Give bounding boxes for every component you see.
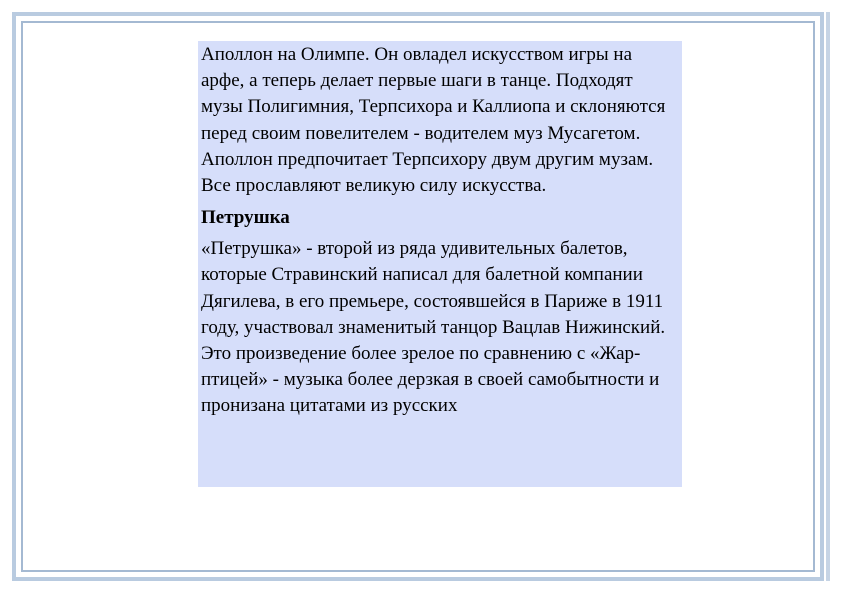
- slide-frame-shadow: [826, 12, 830, 581]
- section-heading-petrushka: Петрушка: [201, 207, 290, 229]
- paragraph-apollo: Аполлон на Олимпе. Он овладел искусством игры на арфе, а теперь делает первые шаги в танце. Подходят музы Полигимния, Терпсихора и Каллиопа и склоняются перед своим повелителем - водителем муз Мусагетом. Аполлон предпочитает Терпсихору двум другим музам. Все прославляют великую силу искусства.: [201, 44, 666, 197]
- paragraph-petrushka: «Петрушка» - второй из ряда удивительных балетов, которые Стравинский написал для балетной компании Дягилева, в его премьере, состоявшейся в Париже в 1911 году, участвовал знаменитый танцор Вацлав Нижинский. Это произведение более зрелое по сравнению с «Жар-птицей» - музыка более дерзкая в своей самобытности и пронизана цитатами из русских: [201, 238, 666, 417]
- text-box: [198, 41, 682, 487]
